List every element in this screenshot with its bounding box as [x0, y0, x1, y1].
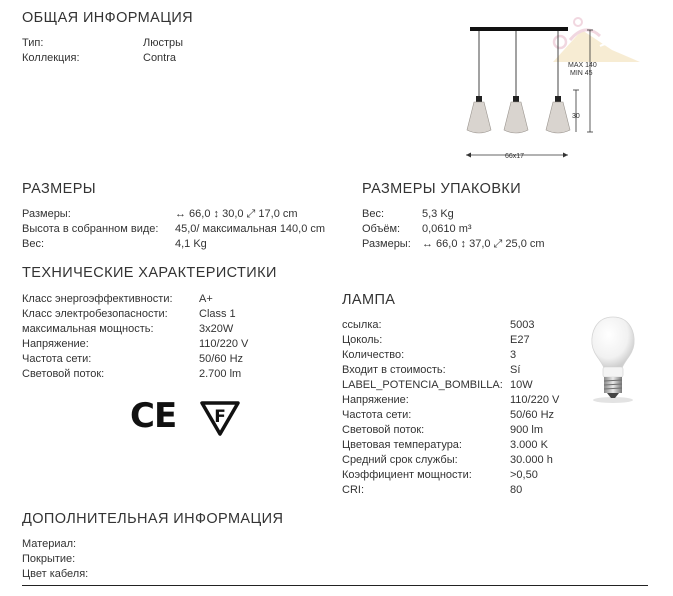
row-value: 45,0/ максимальная 140,0 cm: [175, 223, 326, 235]
row-value: Class 1: [199, 308, 236, 320]
row-label: Напряжение:: [22, 338, 89, 350]
row-label: максимальная мощность:: [22, 323, 154, 335]
row-label: Световой поток:: [342, 424, 425, 436]
diagram-height-label: 30: [572, 113, 580, 120]
dimensions-title: РАЗМЕРЫ: [22, 181, 97, 197]
row-value: 5003: [510, 319, 535, 331]
row-label: Входит в стоимость:: [342, 364, 446, 376]
row-label: Цвет кабеля:: [22, 568, 89, 580]
row-value: A+: [199, 293, 213, 305]
row-label: Световой поток:: [22, 368, 105, 380]
row-value: ↔ 66,0 ↕ 37,0 ⤢ 25,0 cm: [422, 238, 545, 250]
row-value: E27: [510, 334, 530, 346]
row-label: Класс энергоэффективности:: [22, 293, 173, 305]
row-label: Размеры:: [362, 238, 411, 250]
row-value: >0,50: [510, 469, 538, 481]
row-value: 50/60 Hz: [510, 409, 555, 421]
row-value: Contra: [143, 52, 177, 64]
technical-title: ТЕХНИЧЕСКИЕ ХАРАКТЕРИСТИКИ: [22, 265, 277, 281]
row-label: Тип:: [22, 37, 44, 49]
row-value: 2.700 lm: [199, 368, 242, 380]
lamp-shade-right: [546, 96, 570, 133]
light-bulb-icon: [585, 312, 645, 412]
diagram-width-label: 66x17: [505, 153, 525, 160]
row-label: Количество:: [342, 349, 405, 361]
row-value: 3.000 K: [510, 439, 548, 451]
f-mark-icon: [199, 400, 241, 438]
lamp-title: ЛАМПА: [342, 292, 396, 308]
row-value: 10W: [510, 379, 533, 391]
general-title: ОБЩАЯ ИНФОРМАЦИЯ: [22, 10, 194, 26]
row-label: ссылка:: [342, 319, 382, 331]
row-label: Коллекция:: [22, 52, 80, 64]
row-value: 0,0610 m³: [422, 223, 472, 235]
row-label: Объём:: [362, 223, 401, 235]
lamp-shade-middle: [504, 96, 528, 133]
row-label: Покрытие:: [22, 553, 76, 565]
row-value: 5,3 Kg: [422, 208, 454, 220]
row-value: 110/220 V: [199, 338, 249, 350]
row-value: ↔ 66,0 ↕ 30,0 ⤢ 17,0 cm: [175, 208, 298, 220]
lamp-shade-left: [467, 96, 491, 133]
row-label: Средний срок службы:: [342, 454, 458, 466]
ce-mark-icon: CE: [130, 396, 177, 436]
packaging-title: РАЗМЕРЫ УПАКОВКИ: [362, 181, 522, 197]
brand-watermark-logo: [553, 18, 640, 62]
row-label: Цоколь:: [342, 334, 383, 346]
row-label: Класс электробезопасности:: [22, 308, 168, 320]
row-value: 4,1 Kg: [175, 238, 207, 250]
ceiling-bar: [470, 27, 568, 31]
row-label: Материал:: [22, 538, 77, 550]
row-value: 110/220 V: [510, 394, 560, 406]
bottom-divider: [22, 585, 648, 586]
row-label: Частота сети:: [22, 353, 92, 365]
row-label: Вес:: [22, 238, 45, 250]
f-mark-letter: F: [214, 407, 226, 427]
row-value: 30.000 h: [510, 454, 553, 466]
row-label: Цветовая температура:: [342, 439, 462, 451]
row-label: Частота сети:: [342, 409, 412, 421]
row-label: CRI:: [342, 484, 364, 496]
row-label: Напряжение:: [342, 394, 409, 406]
row-value: Люстры: [143, 37, 184, 49]
row-label: LABEL_POTENCIA_BOMBILLA:: [342, 379, 503, 391]
row-value: 50/60 Hz: [199, 353, 244, 365]
diagram-max-label: MAX 140: [568, 62, 597, 69]
row-value: 900 lm: [510, 424, 544, 436]
diagram-min-label: MIN 45: [570, 70, 593, 77]
row-value: 3x20W: [199, 323, 234, 335]
additional-title: ДОПОЛНИТЕЛЬНАЯ ИНФОРМАЦИЯ: [22, 511, 284, 527]
row-value: Sí: [510, 364, 521, 376]
row-value: 80: [510, 484, 523, 496]
row-label: Высота в собранном виде:: [22, 223, 159, 235]
row-label: Размеры:: [22, 208, 71, 220]
row-label: Коэффициент мощности:: [342, 469, 472, 481]
row-label: Вес:: [362, 208, 385, 220]
row-value: 3: [510, 349, 517, 361]
